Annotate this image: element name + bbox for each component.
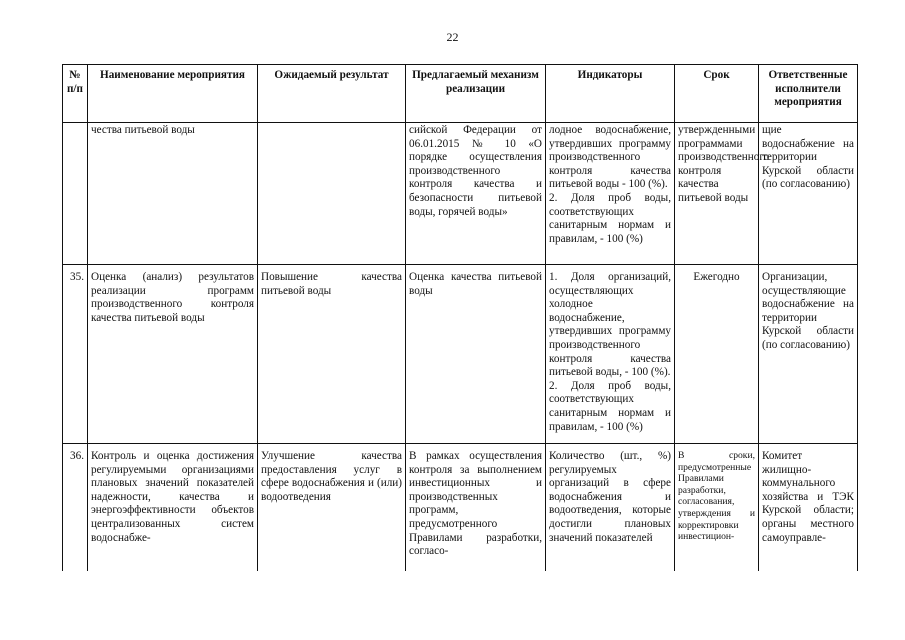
row-indicators: лодное водоснабжение, утвердивших программу производственного контроля качества питьевой воды - 100 (%). 2. Доля проб воды, соответствующих санитарным нормам и правилам, - 100 (%) — [546, 123, 675, 265]
table-row — [63, 123, 858, 265]
header-indicators: Индикаторы — [546, 65, 675, 123]
header-result: Ожидаемый результат — [258, 65, 406, 123]
header-responsible: Ответственные исполнители мероприятия — [759, 65, 858, 123]
table-header-row — [63, 65, 858, 123]
row-term: Ежегодно — [675, 265, 759, 444]
row-result — [258, 123, 406, 265]
header-term: Срок — [675, 65, 759, 123]
row-mechanism: Оценка качества питьевой воды — [406, 265, 546, 444]
row-term: утвержденными программами производственного контроля качества питьевой воды — [675, 123, 759, 265]
row-term: В сроки, предусмотренные Правилами разработки, согласования, утверждения и корректировки инвестицион- — [675, 444, 759, 572]
row-result: Улучшение качества предоставления услуг в сфере водоснабжения и (или) водоотведения — [258, 444, 406, 572]
row-name: Контроль и оценка достижения регулируемыми организациями плановых значений показателей надежности, качества и энергоэффективности объектов централизованных систем водоснабже- — [88, 444, 258, 572]
row-responsible: Комитет жилищно-коммунального хозяйства и ТЭК Курской области; органы местного самоуправле- — [759, 444, 858, 572]
page-number: 22 — [446, 30, 459, 44]
header-name: Наименование мероприятия — [88, 65, 258, 123]
row-responsible: Организации, осуществляющие водоснабжение на территории Курской области (по согласованию) — [759, 265, 858, 444]
row-num: 35. — [63, 265, 88, 444]
row-num: 36. — [63, 444, 88, 572]
row-indicators: Количество (шт., %) регулируемых организаций в сфере водоснабжения и водоотведения, которые достигли плановых значений показателей — [546, 444, 675, 572]
row-mechanism: сийской Федерации от 06.01.2015 № 10 «О порядке осуществления производственного контроля качества и безопасности питьевой воды, горячей воды» — [406, 123, 546, 265]
row-indicators: 1. Доля организаций, осуществляющих холодное водоснабжение, утвердивших программу производственного контроля качества питьевой воды, - 100 (%). 2. Доля проб воды, соответствующих санитарным нормам и правилам, - 100 (%) — [546, 265, 675, 444]
measures-table — [62, 64, 858, 571]
row-num — [63, 123, 88, 265]
row-result: Повышение качества питьевой воды — [258, 265, 406, 444]
row-name: Оценка (анализ) результатов реализации программ производственного контроля качества питьевой воды — [88, 265, 258, 444]
table-row — [63, 444, 858, 572]
table-row — [63, 265, 858, 444]
row-mechanism: В рамках осуществления контроля за выполнением инвестиционных и производственных программ, предусмотренного Правилами разработки, согласо- — [406, 444, 546, 572]
header-num: № п/п — [63, 65, 88, 123]
row-responsible: щие водоснабжение на территории Курской области (по согласованию) — [759, 123, 858, 265]
row-name: чества питьевой воды — [88, 123, 258, 265]
header-mechanism: Предлагаемый механизм реализации — [406, 65, 546, 123]
